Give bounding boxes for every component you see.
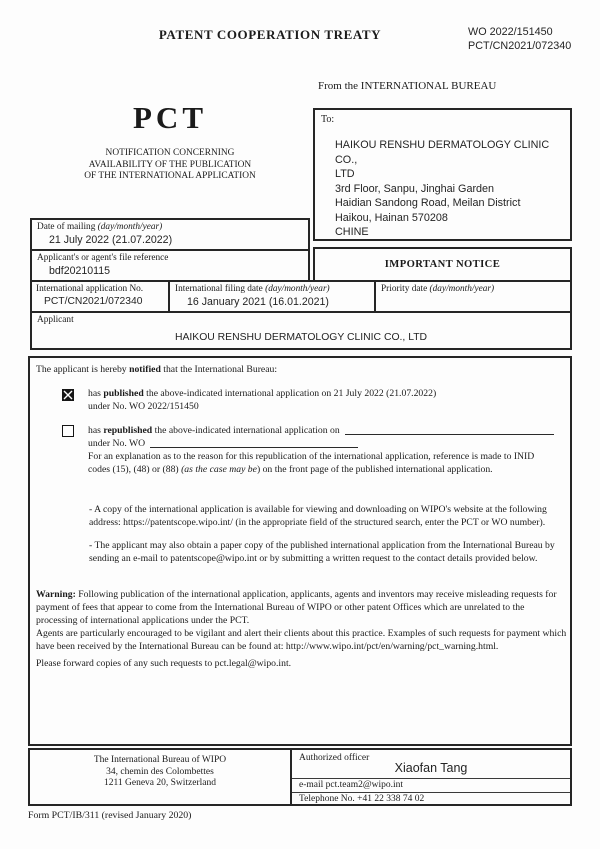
notification-title-line3: OF THE INTERNATIONAL APPLICATION (84, 171, 256, 181)
warning-paragraph (36, 588, 568, 627)
address-line: Haikou, Hainan 570208 (335, 211, 448, 224)
published-post: the above-indicated international application on 21 July 2022 (21.07.2022) (143, 388, 437, 399)
notified-intro (36, 363, 556, 376)
checkbox-unchecked-icon (62, 425, 74, 437)
intl-filing-date-label: International filing date (175, 284, 266, 294)
intl-application-no-box (30, 280, 170, 313)
published-item (62, 387, 556, 413)
forward-requests-paragraph: Please forward copies of any such requests to pct.legal@wipo.int. (36, 658, 292, 669)
blank-line (150, 437, 358, 448)
republished-explanation-pre: For an explanation as to the reason for this republication of the international application, reference is made to INID codes (15), (48) or (88) (88, 451, 535, 475)
notified-intro-pre: The applicant is hereby (36, 364, 130, 375)
notification-body-box (28, 356, 572, 746)
applicant-box (30, 311, 572, 350)
blank-line (345, 424, 554, 435)
date-of-mailing-label-format: (day/month/year) (97, 222, 163, 232)
address-line: 3rd Floor, Sanpu, Jinghai Garden (335, 182, 495, 195)
to-box (313, 108, 572, 241)
pct-number: PCT/CN2021/072340 (468, 40, 572, 52)
published-text (88, 387, 556, 413)
published-bold: published (103, 388, 144, 399)
notified-intro-bold: notified (129, 364, 161, 375)
republished-post: the above-indicated international application on (152, 425, 340, 436)
applicant-value: HAIKOU RENSHU DERMATOLOGY CLINIC CO., LTD (174, 332, 428, 343)
notification-title-line1: NOTIFICATION CONCERNING (105, 148, 235, 158)
date-of-mailing-label: Date of mailing (37, 222, 98, 232)
publication-references (468, 25, 571, 53)
republished-explanation (88, 450, 556, 476)
pct-logo-text: PCT (133, 100, 207, 135)
published-under-no: under No. WO 2022/151450 (88, 401, 199, 412)
date-of-mailing-value: 21 July 2022 (21.07.2022) (49, 234, 173, 246)
document-title: PATENT COOPERATION TREATY (158, 27, 382, 42)
important-notice-box (313, 247, 572, 282)
checkbox-checked-icon (62, 388, 74, 406)
date-of-mailing-box (30, 218, 310, 251)
warning-bold: Warning: (36, 589, 76, 600)
to-label: To: (321, 114, 335, 125)
intl-filing-date-box (168, 280, 376, 313)
applicant-label: Applicant (37, 315, 74, 325)
authorized-officer-name: Xiaofan Tang (394, 761, 468, 775)
republished-bold: republished (103, 425, 153, 436)
priority-date-label: Priority date (381, 284, 430, 294)
from-international-bureau: From the INTERNATIONAL BUREAU (318, 80, 497, 92)
officer-email: e-mail pct.team2@wipo.int (292, 778, 570, 793)
address-line: LTD (335, 168, 355, 180)
wo-number: WO 2022/151450 (468, 26, 553, 38)
address-line: HAIKOU RENSHU DERMATOLOGY CLINIC CO., (335, 139, 550, 166)
republished-item (62, 424, 556, 476)
republished-explanation-post: ) on the front page of the published international application. (256, 464, 493, 475)
form-identifier: Form PCT/IB/311 (revised January 2020) (28, 810, 192, 821)
officer-telephone: Telephone No. +41 22 338 74 02 (292, 792, 570, 806)
republished-pre: has (88, 425, 104, 436)
recipient-address (335, 138, 565, 240)
notification-title (30, 148, 310, 183)
bureau-street: 34, chemin des Colombettes (106, 766, 214, 777)
bureau-address-box (28, 748, 292, 806)
bureau-name: The International Bureau of WIPO (93, 755, 227, 765)
file-reference-box (30, 249, 310, 282)
authorized-officer-label: Authorized officer (299, 753, 370, 763)
republished-under-no: under No. WO (88, 438, 146, 449)
intl-filing-date-value: 16 January 2021 (16.01.2021) (187, 296, 329, 308)
notification-title-line2: AVAILABILITY OF THE PUBLICATION (88, 159, 252, 170)
important-notice-text: IMPORTANT NOTICE (384, 259, 501, 270)
paper-copy-paragraph: - The applicant may also obtain a paper copy of the published international application from the International Bureau by sending an e-mail to patentscope@wipo.int or by submitting a written request to the contact details provided below. (89, 540, 555, 564)
priority-date-label-format: (day/month/year) (429, 284, 495, 294)
file-reference-value: bdf20210115 (49, 265, 111, 277)
agents-paragraph: Agents are particularly encouraged to be vigilant and alert their clients about this practice. Examples of such requests for payment which have been received by the International Bureau can be found at: http://www.wipo.int/pct/en/warning/pct_warning.html. (36, 628, 567, 652)
address-line: Haidian Sandong Road, Meilan District (335, 197, 521, 209)
notified-intro-post: that the International Bureau: (160, 364, 278, 375)
address-line: CHINE (335, 226, 369, 238)
priority-date-box (374, 280, 572, 313)
published-pre: has (88, 388, 104, 399)
intl-application-no-value: PCT/CN2021/072340 (44, 296, 143, 307)
copy-availability-paragraph: - A copy of the international application is available for viewing and downloading on WIPO's website at the following address: https://patentscope.wipo.int/ (in the appropriate field of the structured search, enter the PCT or WO number). (89, 504, 547, 528)
authorized-officer-box (290, 748, 572, 806)
republished-text (88, 424, 556, 476)
file-reference-label: Applicant's or agent's file reference (37, 253, 169, 263)
intl-application-no-label: International application No. (36, 284, 144, 294)
intl-filing-date-label-format: (day/month/year) (265, 284, 330, 294)
bureau-city: 1211 Geneva 20, Switzerland (103, 778, 217, 788)
republished-explanation-italic: (as the case may be (181, 464, 257, 475)
warning-text: Following publication of the international application, applicants, agents and inventors may receive misleading requests for payment of fees that appear to come from the International Bureau of WIPO or other patent Offices which are unrelated to the processing of international applications under the PCT. (36, 589, 557, 626)
